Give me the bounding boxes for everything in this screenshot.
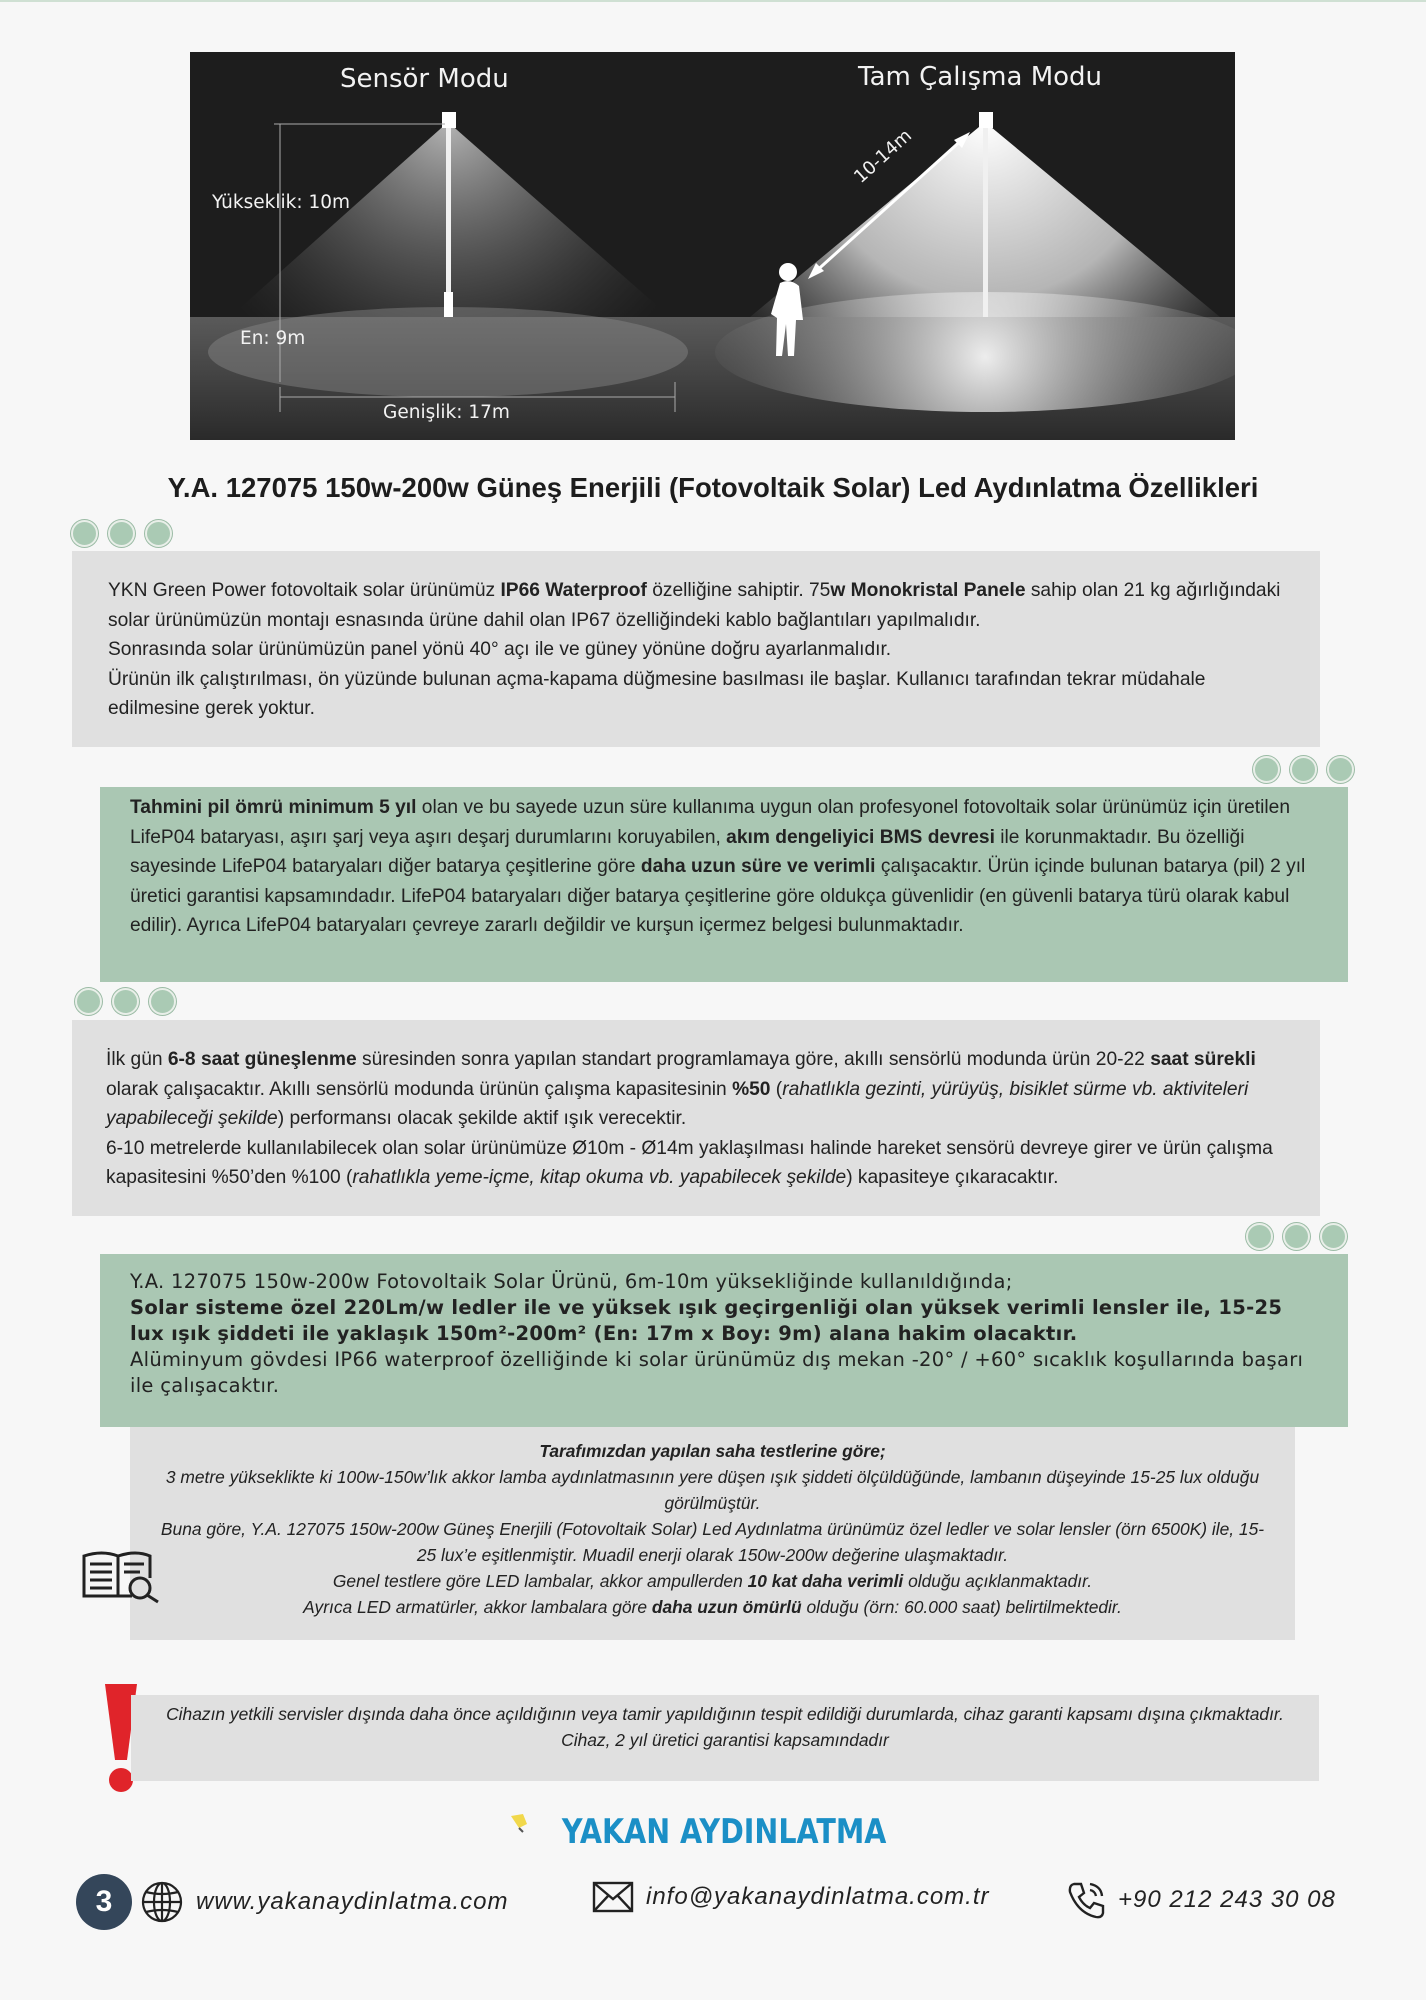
bulb-logo-icon xyxy=(509,1812,531,1834)
sensor-mode-label: Sensör Modu xyxy=(340,64,509,94)
operation-info-box xyxy=(72,1020,1320,1216)
tests-line-4 xyxy=(160,1594,1265,1620)
length-label: Genişlik: 17m xyxy=(383,402,510,423)
text-run: ( xyxy=(770,1078,783,1100)
warranty-warning-text: Cihazın yetkili servisler dışında daha önce açıldığının veya tamir yapıldığının tespit edildiği durumlarda, cihaz garanti kapsamı dışına çıkmaktadır. xyxy=(166,1704,1284,1724)
globe-icon xyxy=(140,1880,184,1924)
diagram-graphics xyxy=(190,52,1235,440)
bold-text: akım dengeliyici BMS devresi xyxy=(726,826,995,848)
dot-icon xyxy=(1320,1223,1347,1250)
tests-line-1: 3 metre yükseklikte ki 100w-150w’lık akkor lamba aydınlatmasının yere düşen ışık şiddeti ölçüldüğünde, lambanın düşeyinde 15-25 lux olduğu görülmüştür. xyxy=(165,1467,1260,1513)
email-link[interactable] xyxy=(592,1880,990,1914)
battery-paragraph xyxy=(130,793,1318,941)
bold-text: Tahmini pil ömrü minimum 5 yıl xyxy=(130,797,417,818)
full-mode-label: Tam Çalışma Modu xyxy=(858,62,1103,92)
dot-icon xyxy=(149,988,176,1015)
website-text: www.yakanaydinlatma.com xyxy=(196,1888,509,1915)
open-book-magnifier-icon xyxy=(80,1548,162,1604)
text-run: olduğu açıklanmaktadır. xyxy=(903,1571,1093,1591)
dot-icon xyxy=(1283,1223,1310,1250)
dot-icon xyxy=(145,520,172,547)
warranty-warning-box xyxy=(131,1695,1319,1781)
text-run: süresinden sonra yapılan standart programlamaya göre, akıllı sensörlü modunda ürün 20-22 xyxy=(356,1049,1151,1070)
text-run: ile korunmaktadır. Bu özelliği sayesinde LifeP04 bataryaları diğer batarya çeşitlerine göre xyxy=(130,826,1245,877)
bold-text: IP66 Waterproof xyxy=(500,580,647,601)
envelope-icon xyxy=(592,1880,634,1914)
text-run: ) kapasiteye çıkaracaktır. xyxy=(846,1167,1059,1188)
lighting-mode-diagram xyxy=(190,52,1235,440)
phone-icon xyxy=(1066,1880,1106,1920)
text-run: olarak çalışacaktır. Akıllı sensörlü modunda ürünün çalışma kapasitesinin xyxy=(106,1078,733,1100)
dot-icon xyxy=(75,988,102,1015)
dot-icon xyxy=(1246,1223,1273,1250)
bold-text: w Monokristal Panele xyxy=(830,580,1026,601)
decorative-dots xyxy=(75,988,176,1016)
dot-icon xyxy=(108,520,135,547)
text-run: YKN Green Power fotovoltaik solar ürünümüz xyxy=(108,580,501,601)
installation-info-box xyxy=(72,551,1320,747)
coverage-text: Solar sisteme özel 220Lm/w ledler ile ve yüksek ışık geçirgenliği olan yüksek verimli lensler ile, 15-25 lux ışık şiddeti ile yaklaşık 150m²-200m² (En: 17m x Boy: 9m) alana hakim olacaktır. xyxy=(130,1296,1283,1345)
dot-icon xyxy=(71,520,98,547)
distance-label: 10-14m xyxy=(850,125,916,188)
page-title: Y.A. 127075 150w-200w Güneş Enerjili (Fotovoltaik Solar) Led Aydınlatma Özellikleri xyxy=(167,472,1259,503)
dot-icon xyxy=(1253,756,1280,783)
phone-text: +90 212 243 30 08 xyxy=(1118,1886,1336,1913)
bold-text: 10 kat daha verimli xyxy=(747,1571,904,1591)
operation-paragraph xyxy=(106,1045,1286,1134)
field-tests-box xyxy=(130,1427,1295,1640)
sensor-paragraph xyxy=(106,1134,1286,1193)
text-run: sahip olan 21 kg ağırlığındaki solar ürünümüzün montajı esnasında ürüne dahil olan IP67 özelliğindeki kablo bağlantıları yapılmalıdır. xyxy=(108,580,1281,631)
text-run: özelliğine sahiptir. 75 xyxy=(646,580,831,601)
bold-text: daha uzun süre ve verimli xyxy=(640,856,876,877)
panel-direction-text: Sonrasında solar ürünümüzün panel yönü 40° açı ile ve güney yönüne doğru ayarlanmalıdır. xyxy=(108,639,892,660)
top-rule xyxy=(0,0,1426,2)
decorative-dots xyxy=(1246,1223,1347,1251)
dot-icon xyxy=(1327,756,1354,783)
bold-text: daha uzun ömürlü xyxy=(651,1597,802,1617)
email-text: info@yakanaydinlatma.com.tr xyxy=(646,1883,990,1910)
dot-icon xyxy=(1290,756,1317,783)
text-run: ) performansı olacak şekilde aktif ışık verecektir. xyxy=(277,1108,687,1129)
phone-link[interactable] xyxy=(1066,1880,1336,1920)
text-run: olan ve bu sayede uzun süre kullanıma uygun olan profesyonel fotovoltaik solar ürünümüz için üretilen LifeP04 bataryası, aşırı şarj veya aşırı deşarj durumlarını koruyabilen, xyxy=(130,797,1290,848)
startup-text: Ürünün ilk çalıştırılması, ön yüzünde bulunan açma-kapama düğmesine basılması ile başlar. Kullanıcı tarafından tekrar müdahale edilmesine gerek yoktur. xyxy=(108,668,1206,719)
tests-line-3 xyxy=(160,1568,1265,1594)
battery-info-box xyxy=(100,787,1348,982)
italic-text: rahatlıkla gezinti, yürüyüş, bisiklet sürme vb. aktiviteleri yapabileceği şekilde xyxy=(106,1078,1249,1129)
text-run: İlk gün xyxy=(106,1049,168,1070)
height-label: Yükseklik: 10m xyxy=(212,192,351,213)
width-label: En: 9m xyxy=(240,328,306,349)
warranty-period-text: Cihaz, 2 yıl üretici garantisi kapsamındadır xyxy=(561,1730,889,1750)
tests-heading: Tarafımızdan yapılan saha testlerine göre; xyxy=(539,1441,886,1461)
text-run: Ayrıca LED armatürler, akkor lambalara göre xyxy=(303,1597,652,1617)
text-run: Genel testlere göre LED lambalar, akkor ampullerden xyxy=(332,1571,748,1591)
bold-text: %50 xyxy=(732,1078,771,1100)
website-link[interactable] xyxy=(140,1880,508,1924)
installation-paragraph xyxy=(108,576,1284,635)
text-run: olduğu (örn: 60.000 saat) belirtilmektedir. xyxy=(801,1597,1122,1617)
decorative-dots xyxy=(1253,756,1354,784)
tests-line-2: Buna göre, Y.A. 127075 150w-200w Güneş Enerjili (Fotovoltaik Solar) Led Aydınlatma ürünümüz özel ledler ve solar lensler (örn 6500K) ile, 15-25 lux’e eşitlenmiştir. Muadil enerji olarak 150w-200w değerine ulaşmaktadır. xyxy=(160,1519,1265,1565)
brand-logo xyxy=(0,1812,1426,1852)
temperature-text: Alüminyum gövdesi IP66 waterproof özelliğinde ki solar ürünümüz dış mekan -20° / +60° sıcaklık koşullarında başarı ile çalışacaktır. xyxy=(130,1348,1304,1397)
bold-text: saat sürekli xyxy=(1150,1049,1256,1070)
page-number-badge: 3 xyxy=(76,1874,132,1930)
dot-icon xyxy=(112,988,139,1015)
performance-info-box xyxy=(100,1254,1348,1427)
text-run: çalışacaktır. Ürün içinde bulunan batarya (pil) 2 yıl üretici garantisi kapsamındadır. LifeP04 bataryaları diğer batarya çeşitlerine göre oldukça güvenlidir (en güvenli batarya türü olarak kabul edilir). Ayrıca LifeP04 bataryaları çevreye zararlı değildir ve kurşun içermez belgesi bulunmaktadır. xyxy=(130,856,1306,936)
text-run: 6-10 metrelerde kullanılabilecek olan solar ürünümüze Ø10m - Ø14m yaklaşılması halinde hareket sensörü devreye girer ve ürün çalışma kapasitesini %50’den %100 ( xyxy=(106,1137,1273,1188)
brand-name: YAKAN AYDINLATMA xyxy=(561,1812,887,1852)
bold-text: 6-8 saat güneşlenme xyxy=(167,1049,357,1070)
usage-height-text: Y.A. 127075 150w-200w Fotovoltaik Solar Ürünü, 6m-10m yüksekliğinde kullanıldığında; xyxy=(130,1270,1013,1293)
italic-text: rahatlıkla yeme-içme, kitap okuma vb. yapabilecek şekilde xyxy=(352,1167,847,1188)
decorative-dots xyxy=(71,520,172,548)
